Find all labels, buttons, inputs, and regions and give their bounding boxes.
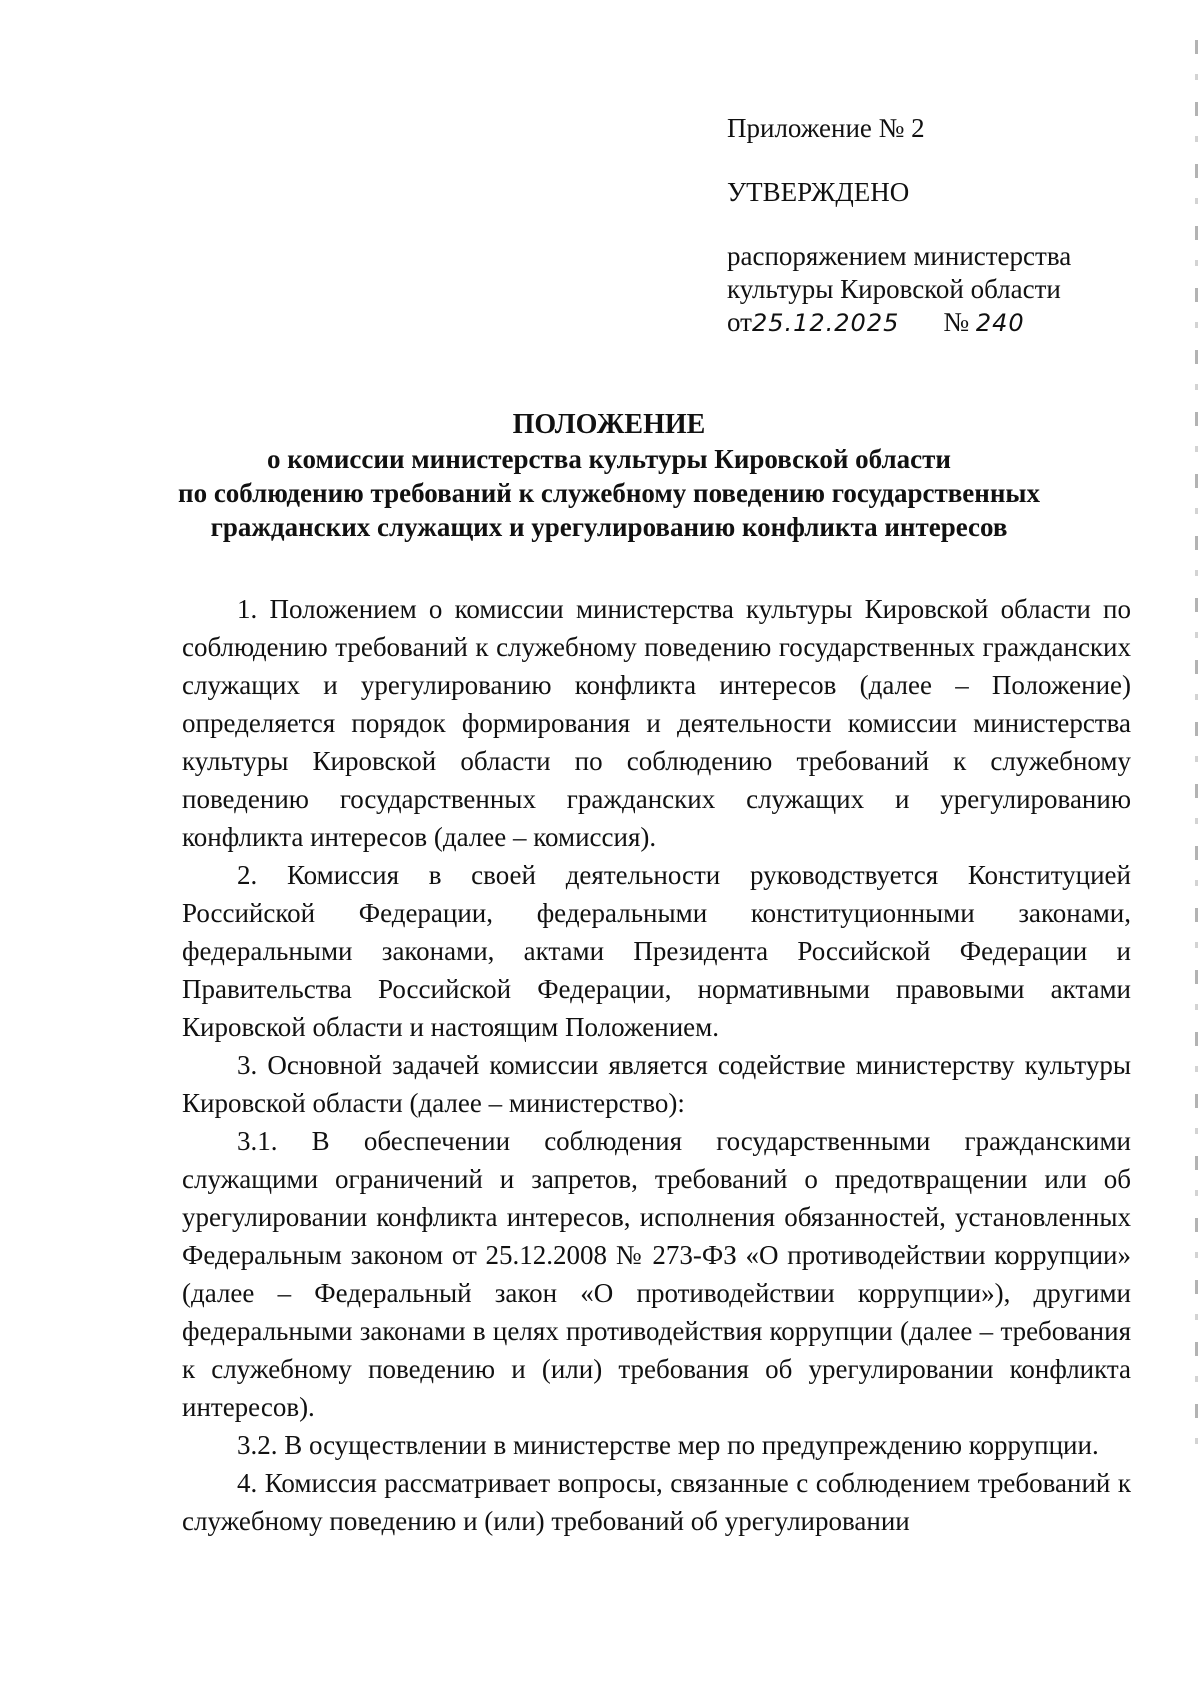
scan-edge-artifact: [1195, 40, 1198, 1460]
title-line-2: по соблюдению требований к служебному поведению государственных: [178, 478, 1040, 508]
approval-block: [727, 112, 1147, 340]
approved-label: УТВЕРЖДЕНО: [727, 177, 910, 207]
paragraph-2: 2. Комиссия в своей деятельности руководствуется Конституцией Российской Федерации, федеральными конституционными законами, федеральными законами, актами Президента Российской Федерации и Правительства Российской Федерации, нормативными правовыми актами Кировской области и настоящим Положением.: [182, 860, 1131, 1042]
approved-by-line-1: распоряжением министерства: [727, 241, 1072, 271]
paragraph-3-2: 3.2. В осуществлении в министерстве мер по предупреждению коррупции.: [237, 1430, 1099, 1460]
title-line-3: гражданских служащих и урегулированию конфликта интересов: [210, 512, 1008, 542]
approved-by-line-2: культуры Кировской области: [727, 274, 1061, 304]
document-body: [182, 590, 1131, 1540]
paragraph-4: 4. Комиссия рассматривает вопросы, связанные с соблюдением требований к служебному поведению и (или) требований об урегулировании: [182, 1468, 1131, 1536]
number-prefix: №: [943, 307, 970, 337]
document-title: [150, 408, 1068, 544]
date-prefix: от: [727, 307, 752, 337]
title-main: ПОЛОЖЕНИЕ: [512, 409, 706, 440]
date-number-line: [727, 306, 1147, 340]
handwritten-date: 25.12.2025: [751, 309, 900, 337]
title-line-1: о комиссии министерства культуры Кировской области: [267, 444, 951, 474]
appendix-label: Приложение № 2: [727, 113, 925, 143]
paragraph-3: 3. Основной задачей комиссии является содействие министерству культуры Кировской области (далее – министерство):: [182, 1050, 1131, 1118]
handwritten-number: 240: [975, 309, 1025, 337]
paragraph-1: 1. Положением о комиссии министерства культуры Кировской области по соблюдению требований к служебному поведению государственных гражданских служащих и урегулированию конфликта интересов (далее – Положение) определяется порядок формирования и деятельности комиссии министерства культуры Кировской области по соблюдению требований к служебному поведению государственных гражданских служащих и урегулированию конфликта интересов (далее – комиссия).: [182, 594, 1131, 852]
paragraph-3-1: 3.1. В обеспечении соблюдения государственными гражданскими служащими ограничений и запретов, требований о предотвращении или об урегулировании конфликта интересов, исполнения обязанностей, установленных Федеральным законом от 25.12.2008 № 273-ФЗ «О противодействии коррупции» (далее – Федеральный закон «О противодействии коррупции»), другими федеральными законами в целях противодействия коррупции (далее – требования к служебному поведению и (или) требования об урегулировании конфликта интересов).: [182, 1126, 1131, 1422]
